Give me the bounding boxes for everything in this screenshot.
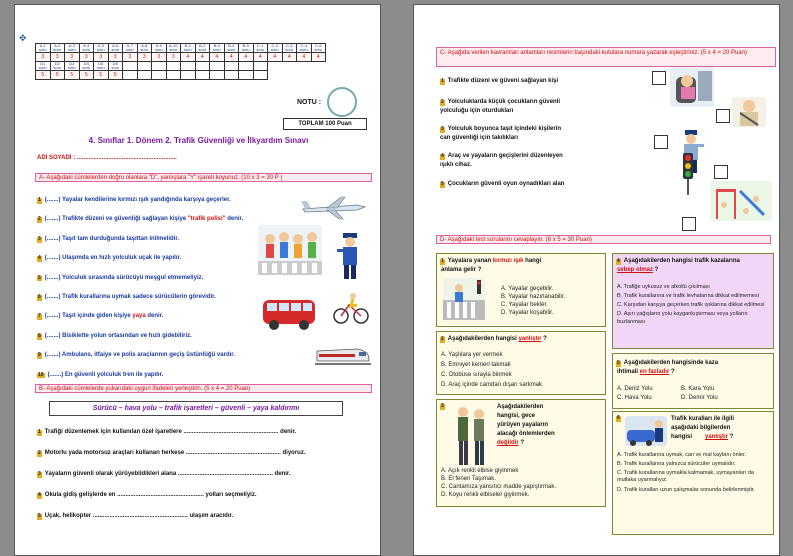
grid-empty-cell [181, 71, 196, 80]
grid-point-value[interactable]: 5 [79, 71, 94, 80]
grid-point-value[interactable]: 5 [94, 71, 109, 80]
grid-question-label: D4 soru [79, 62, 94, 71]
item-text[interactable]: (.......) Trafik kurallarına uymak sadece sürücülerin görevidir. [44, 294, 216, 300]
traffic-officer-car-image [625, 416, 667, 446]
grid-empty-cell [181, 62, 196, 71]
question-number: 5 [617, 360, 620, 366]
grid-question-label: C-3 soru [282, 44, 297, 53]
grid-point-value[interactable]: 3 [79, 53, 94, 62]
q5-accent: en fazladır [639, 369, 670, 375]
grid-point-value[interactable]: 4 [253, 53, 268, 62]
item-accent: "trafik polisi" [186, 216, 226, 223]
grid-question-label: A-6 soru [108, 44, 123, 53]
answer-option[interactable]: D. Aşırı yağışların yolu kaygankıştırması veya yolların buzlanması [617, 311, 748, 325]
item-tail: denir. [145, 313, 164, 320]
item-text[interactable]: (.......) En güvenli yolculuk tren ile yapılır. [47, 371, 164, 378]
answer-option[interactable]: D. Yayalar koşabilir. [501, 310, 554, 316]
question-5 [612, 353, 774, 409]
grid-empty-cell [152, 62, 167, 71]
grid-empty-cell [224, 71, 239, 80]
crosswalk-children-image [258, 225, 322, 275]
q5-text-line2: ihtimali [617, 369, 640, 375]
item-number: 9 [38, 352, 41, 359]
grid-question-label: B-4 soru [224, 44, 239, 53]
q4-accent: sebep olmaz [617, 267, 654, 273]
grid-question-label: D3 soru [65, 62, 80, 71]
q6-accent: yanlıştır [705, 434, 729, 440]
item-tail: denir. [225, 216, 244, 223]
item-text: Yolculuklarda küçük çocukların güvenli [447, 99, 561, 105]
true-false-item [37, 216, 243, 223]
grid-empty-cell [123, 71, 138, 80]
true-false-item [37, 236, 179, 243]
question-4 [612, 253, 774, 349]
item-accent: yaya [130, 313, 146, 320]
q3-accent: değildir [497, 440, 519, 446]
word-bank: Sürücü – hava yolu – trafik işaretleri – güvenli – yaya kaldırımı [49, 401, 343, 416]
q2-accent: yanlıştır [518, 336, 542, 342]
question-3 [436, 399, 606, 507]
grid-empty-cell [152, 71, 167, 80]
item-number: 1 [38, 197, 41, 203]
train-image [315, 343, 371, 367]
grid-empty-cell [239, 71, 254, 80]
grid-empty-cell [195, 62, 210, 71]
item-text: Araç ve yayaların geçişlerini düzenleyen [447, 153, 563, 159]
match-box-2[interactable] [716, 109, 730, 123]
crossing-street-image [443, 278, 485, 320]
grid-empty-cell [224, 62, 239, 71]
item-text[interactable]: Yayaların güvenli olarak yürüyebildikleri alana ......................................................... denir. [44, 471, 291, 477]
grid-question-label: A-7 soru [123, 44, 138, 53]
item-text[interactable]: (.......) Ambulans, itfaiye ve polis araçlarının geçiş üstünlüğü vardır. [44, 352, 235, 359]
answer-option[interactable]: D. Araç içinde camdan dışarı sarkmak [441, 382, 543, 388]
section-a-heading: A- Aşağıdaki cümlelerden doğru olanlara "D", yanlışlara "Y" işareti koyunuz. (10 x 3 = 30 P ) [35, 173, 372, 182]
item-number: 5 [38, 513, 41, 519]
grid-question-label: A-9 soru [152, 44, 167, 53]
grid-question-label: D5 soru [94, 62, 109, 71]
item-text-line2: yolculuğu için oturdukları [440, 108, 514, 114]
q3-text-post: ? [518, 440, 525, 446]
true-false-item [37, 372, 163, 379]
grid-question-label: C-2 soru [268, 44, 283, 53]
item-number: 6 [38, 294, 41, 300]
score-grid [35, 43, 326, 80]
item-number: 2 [38, 450, 41, 456]
grid-point-value[interactable]: 3 [166, 53, 181, 62]
question-number: 2 [441, 336, 444, 342]
answer-option[interactable]: A. Yayalar geçebilir. [501, 286, 554, 292]
grid-empty-cell [297, 62, 312, 71]
q5-text-pre: Aşağıdakilerden hangisinde kaza [623, 360, 719, 366]
item-number: 4 [441, 153, 444, 159]
q1-accent: kırmızı ışık [492, 258, 524, 264]
grid-empty-cell [268, 62, 283, 71]
q1-text-pre: Yayalara yanan [447, 258, 493, 264]
true-false-item [37, 313, 163, 320]
grid-question-label: C-4 soru [297, 44, 312, 53]
section-d-heading: D- Aşağıdaki test sorularını cevaplayın. (6 x 5 = 30 Puan) [436, 235, 771, 244]
grid-point-value[interactable]: 3 [94, 53, 109, 62]
match-box-3[interactable] [654, 135, 668, 149]
item-text-line2: ışıklı cihaz. [440, 162, 472, 168]
grid-point-value[interactable]: 3 [137, 53, 152, 62]
grid-point-value[interactable]: 4 [282, 53, 297, 62]
grid-question-label: A-8 soru [137, 44, 152, 53]
item-text[interactable]: Trafiği düzenlemek için kullanılan özel işaretlere ......................................................... denir. [44, 429, 297, 435]
grid-point-value[interactable]: 3 [65, 53, 80, 62]
cyclist-image [333, 291, 369, 325]
answer-option[interactable]: C. Hava Yolu [617, 395, 652, 401]
grid-empty-cell [166, 62, 181, 71]
exam-title: 4. Sınıflar 1. Dönem 2. Trafik Güvenliği ve İlkyardım Sınavı [88, 136, 309, 145]
question-number: 4 [617, 258, 620, 264]
grid-point-value[interactable]: 5 [65, 71, 80, 80]
answer-option[interactable]: D. Trafik kuralları uzun çalışmalar sonunda belirlenmiştir. [617, 486, 755, 493]
grid-point-value[interactable]: 3 [108, 53, 123, 62]
grid-point-value[interactable]: 5 [108, 71, 123, 80]
answer-option[interactable]: B. Yayalar hazırlanabilir. [501, 294, 566, 300]
item-text[interactable]: (.......) Bisiklette yolun ortasından ve hızlı gidebiliriz. [44, 332, 192, 339]
answer-option[interactable]: B. Kara Yolu [681, 386, 715, 392]
item-number: 10 [38, 371, 44, 378]
grid-point-value[interactable]: 3 [152, 53, 167, 62]
fill-blank-item [37, 492, 257, 499]
match-box-4[interactable] [714, 165, 728, 179]
night-pedestrians-image [451, 404, 491, 468]
police-officer-image [335, 231, 365, 281]
true-false-item [37, 294, 216, 301]
answer-option[interactable]: A. Deniz Yolu [617, 386, 653, 392]
q4-options [617, 284, 771, 328]
matching-item [440, 181, 564, 188]
question-text-line: hangisi [671, 434, 693, 440]
answer-option[interactable]: B. El feneri Taşımak. [441, 476, 496, 482]
answer-option[interactable]: A. Açık renkli elbise giyinmek [441, 468, 519, 474]
item-text[interactable]: (.......) Yolculuk sırasında sürücüyü meşgul etmemeliyiz. [44, 274, 204, 281]
question-text-line: aşağıdaki bilgilerden [671, 425, 731, 431]
section-b-heading: B- Aşağıdaki cümlelerde yukarıdaki uygun ifadeleri yerleştirin. (5 x 4 = 20 Puan) [35, 384, 372, 393]
grid-empty-cell [195, 71, 210, 80]
exam-page-1 [14, 4, 381, 556]
grid-empty-cell [137, 62, 152, 71]
item-text: Trafikte düzeni ve güveni sağlayan kişi [447, 78, 559, 84]
notu-label: NOTU : [297, 99, 322, 106]
grid-empty-cell [137, 71, 152, 80]
grid-question-label: A-4 soru [79, 44, 94, 53]
grid-question-label: A-5 soru [94, 44, 109, 53]
grid-empty-cell [253, 71, 268, 80]
q1-text-line2: anlama gelir ? [441, 267, 482, 273]
grid-point-value[interactable]: 4 [297, 53, 312, 62]
matching-item [440, 99, 560, 106]
item-number: 5 [441, 181, 444, 187]
answer-option[interactable]: C. Cantamıza yansıtıcı madde yapıştırmak. [441, 484, 557, 490]
q4-text-pre: Aşağıdakilerden hangisi trafik kazalarına [623, 258, 740, 264]
total-points-box: TOPLAM 100 Puan [283, 118, 367, 130]
item-text-line2: can güvenliği için takılıkları [440, 135, 519, 141]
red-minibus-image [261, 292, 317, 332]
student-name-field[interactable]: ADI SOYADI : ............................................................ [37, 155, 177, 161]
item-text[interactable]: (.......) Trafikte düzeni ve güvenliği sağlayan kişiye [44, 216, 187, 223]
true-false-item [37, 275, 203, 282]
answer-option[interactable]: A. Yaşlılara yer vermek [441, 352, 503, 358]
grid-question-label: A-2 soru [50, 44, 65, 53]
grid-point-value[interactable]: 4 [195, 53, 210, 62]
question-number: 6 [617, 415, 620, 421]
item-number: 3 [38, 235, 41, 242]
item-number: 1 [38, 429, 41, 435]
question-text-line: Aşağıdakilerden [497, 404, 544, 410]
grid-point-value[interactable]: 3 [123, 53, 138, 62]
question-number: 3 [441, 403, 444, 409]
matching-item [440, 126, 561, 133]
grid-point-value[interactable]: 4 [224, 53, 239, 62]
q2-text-post: ? [541, 336, 547, 342]
answer-option[interactable]: B. Trafik kurallarına yalnızca sürücüler uymalıdır. [617, 461, 736, 468]
item-number: 2 [38, 216, 41, 223]
seatbelt-image [732, 97, 766, 127]
answer-option[interactable]: C. Trafik kurallarına uymakla kalmamak, uymayanları da mutlaka uyarmalıyız. [617, 470, 754, 484]
grid-empty-cell [311, 62, 326, 71]
answer-option[interactable]: C. Otobüse sırayla binmek [441, 372, 512, 378]
q6-options [617, 452, 771, 496]
grid-question-label: A-10 soru [166, 44, 181, 53]
grid-empty-cell [311, 71, 326, 80]
grid-point-value[interactable]: 5 [50, 71, 65, 80]
fill-blank-item [37, 450, 306, 457]
answer-option[interactable]: B. Emniyet kemeri takmak [441, 362, 511, 368]
grid-question-label: B-1 soru [181, 44, 196, 53]
grid-empty-cell [210, 71, 225, 80]
grid-point-value[interactable]: 5 [36, 71, 51, 80]
item-text: Çocukların güvenli oyun oynadıkları alan [447, 181, 565, 187]
answer-option[interactable]: C. Yayalar bekler. [501, 302, 548, 308]
true-false-item [37, 333, 192, 340]
item-text[interactable]: Motorlu yada motorsuz araçları kullanan herkese ......................................................... diyoruz. [44, 450, 306, 456]
q5-text-post: ? [669, 369, 675, 375]
item-number: 2 [441, 99, 444, 105]
grid-point-value[interactable]: 3 [36, 53, 51, 62]
fill-blank-item [37, 471, 291, 478]
exam-page-2 [413, 4, 780, 556]
grid-point-value[interactable]: 4 [311, 53, 326, 62]
grid-question-label: D1 soru [36, 62, 51, 71]
item-text[interactable]: (.......) Taşıt tam durduğunda taşıttan inilmelidir. [44, 235, 180, 242]
grid-point-value[interactable]: 4 [181, 53, 196, 62]
airplane-image [297, 193, 369, 221]
item-number: 4 [38, 255, 41, 262]
answer-option[interactable]: A. Trafiğe uykusuz ve alkollü çıkılması [617, 284, 710, 290]
question-1 [436, 253, 606, 327]
grid-empty-cell [297, 71, 312, 80]
grid-empty-cell [253, 62, 268, 71]
item-text[interactable]: (.......) Taşıt içinde giden kişiye [44, 313, 131, 320]
grid-point-value[interactable]: 4 [268, 53, 283, 62]
traffic-light-image [678, 151, 698, 197]
grid-question-label: D6 soru [108, 62, 123, 71]
grid-question-label: C-1 soru [253, 44, 268, 53]
true-false-item [37, 197, 231, 204]
grid-question-label: B-2 soru [195, 44, 210, 53]
question-2 [436, 331, 606, 395]
grid-empty-cell [210, 62, 225, 71]
match-box-1[interactable] [652, 71, 666, 85]
grid-question-label: A-3 soru [65, 44, 80, 53]
true-false-item [37, 352, 235, 359]
grid-empty-cell [239, 62, 254, 71]
grade-circle[interactable] [327, 87, 357, 117]
item-number: 1 [441, 78, 444, 84]
grid-point-value[interactable]: 4 [210, 53, 225, 62]
grid-point-value[interactable]: 3 [50, 53, 65, 62]
answer-option[interactable]: D. Demir Yolu [681, 395, 718, 401]
grid-question-label: D2 soru [50, 62, 65, 71]
question-text-line: Trafik kuralları ile ilgili [671, 416, 735, 422]
item-text[interactable]: Uçak, helikopter ......................................................... ulaşım aracıdır. [44, 513, 234, 519]
item-text: Yolculuk boyunca taşıt içindeki kişilerin [447, 126, 562, 132]
item-text[interactable]: (.......) Ulaşımda en hızlı yolculuk uçak ile yapılır. [44, 255, 182, 262]
grid-question-label: B-3 soru [210, 44, 225, 53]
grid-empty-cell [166, 71, 181, 80]
move-handle-icon[interactable]: ✥ [19, 33, 27, 43]
grid-empty-cell [282, 62, 297, 71]
item-number: 4 [38, 492, 41, 498]
q2-text-pre: Aşağıdakilerden hangisi [447, 336, 519, 342]
item-number: 5 [38, 274, 41, 281]
answer-option[interactable]: A. Trafik kurallarına uymak, can ve mal kaybını önler. [617, 452, 747, 458]
section-c-heading: C- Aşağıda verilen kavramları anlamları resimlerin başındaki kutulara numara yazarak eşleştiriniz. (5 x 4 = 20 Puan) [436, 47, 776, 67]
q6-text-post: ? [728, 434, 734, 440]
grid-question-label: B-5 soru [239, 44, 254, 53]
answer-option[interactable]: B. Trafik kurallarına ve trafik levhalarına dikkat edilmemesi [617, 293, 759, 300]
item-number: 3 [38, 471, 41, 477]
matching-item [440, 78, 558, 85]
matching-item [440, 153, 563, 160]
grid-empty-cell [282, 71, 297, 80]
grid-point-value[interactable]: 4 [239, 53, 254, 62]
child-car-seat-image [670, 67, 714, 107]
q1-text-post: hangi [523, 258, 542, 264]
true-false-item [37, 255, 181, 262]
grid-empty-cell [123, 62, 138, 71]
grid-question-label: C-5 soru [311, 44, 326, 53]
question-text-line: yürüyen yayaların [497, 422, 549, 428]
item-number: 3 [441, 126, 444, 132]
grid-question-label: A-1 soru [36, 44, 51, 53]
q4-text-post: ? [653, 267, 659, 273]
playground-image [710, 181, 772, 221]
grid-empty-cell [268, 71, 283, 80]
question-text-line: alacağı önlemlerden [497, 431, 555, 437]
fill-blank-item [37, 429, 296, 436]
question-6 [612, 411, 774, 535]
item-text[interactable]: (.......) Yayalar kendilerine kırmızı ışık yandığında karşıya geçerler. [44, 197, 231, 203]
match-box-5[interactable] [682, 217, 696, 231]
item-text[interactable]: Okula gidiş gelişlerde en .................................................... yolları seçmeliyiz. [44, 492, 257, 498]
answer-option[interactable]: D. Koyu renkli elbiseler giyinmek. [441, 492, 530, 498]
question-number: 1 [441, 258, 444, 264]
item-number: 7 [38, 313, 41, 320]
fill-blank-item [37, 513, 233, 520]
item-number: 8 [38, 332, 41, 339]
answer-option[interactable]: C. Karşıdan karşıya geçerken trafik ışıklarına dikkat edilmesi [617, 302, 765, 309]
question-text-line: hangisi, gece [497, 413, 536, 419]
